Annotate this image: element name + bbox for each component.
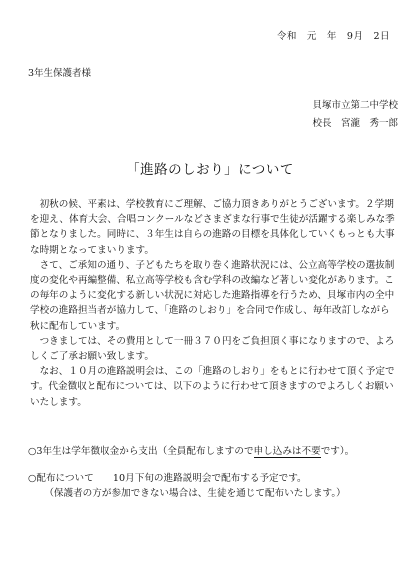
- body-paragraph: なお、１０月の進路説明会は、この「進路のしおり」をもとに行わせて頂く予定です。代金徴収と配布については、以下のように行わせて頂きますのでよろしくお願いいたします。: [30, 366, 395, 408]
- distribution-note: ○配布について 10月下旬の進路説明会で配布する予定です。: [28, 473, 307, 484]
- body-paragraph: つきましては、その費用として一冊３７０円をご負担頂く事になりますので、よろしくご了承お願い致します。: [30, 335, 395, 363]
- notes-section: [28, 444, 398, 501]
- fee-note: [28, 444, 398, 459]
- fee-note-prefix: ○3年生は学年徴収金から支出（全員配布しますので: [28, 446, 254, 457]
- school-name: 貝塚市立第二中学校: [312, 100, 398, 111]
- document-date: 令和 元 年 9月 2日: [276, 31, 390, 42]
- fee-note-suffix: です）。: [320, 446, 355, 457]
- fee-note-underlined: 申し込みは不要: [253, 446, 321, 457]
- recipient: 3年生保護者様: [28, 68, 92, 79]
- distribution-subnote: （保護者の方が参加できない場合は、生徒を通じて配布いたします。）: [44, 488, 346, 499]
- body-paragraph: さて、ご承知の通り、子どもたちを取り巻く進路状況には、公立高等学校の選抜制度の変化や再編整備、私立高等学校も含む学科の改編など著しい変化があります。この毎年のように変化する新しい状況に対応した進路指導を行うため、貝塚市内の全中学校の進路担当者が協力して、「進路のしおり」を合同で作成し、毎年改訂しながら秋に配布しています。: [30, 259, 395, 332]
- body-text: [30, 197, 398, 410]
- body-paragraph: 初秋の候、平素は、学校教育にご理解、ご協力頂きありがとうございます。２学期を迎え、体育大会、合唱コンクールなどさまざまな行事で生徒が活躍する楽しみな季節となりました。同時に、３年生は自らの進路の目標を具体化していくもっとも大事な時期となってまいります。: [30, 199, 395, 256]
- document-title: 「進路のしおり」について: [126, 162, 294, 178]
- principal-name: 校長 宮瀧 秀一郎: [312, 118, 398, 129]
- sender-block: [312, 97, 398, 133]
